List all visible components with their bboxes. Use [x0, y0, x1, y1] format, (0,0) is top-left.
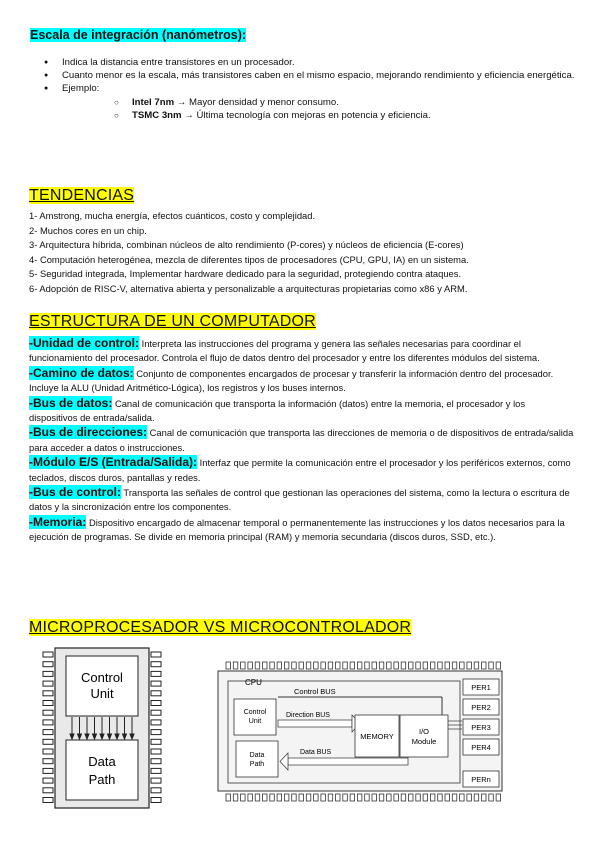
chip-pin	[151, 691, 161, 696]
integration-title: Escala de integración (nanómetros):	[30, 28, 247, 42]
list-item: 3- Arquitectura híbrida, combinan núcleos de alto rendimiento (P-cores) y núcleos de eficiencia (E-cores)	[29, 239, 464, 251]
list-item: -Unidad de control: Interpreta las instrucciones del programa y genera las señales necesarias para coordinar el funcionamiento del procesador. Controla el flujo de datos dentro del procesador y entre los diferentes módulos del sistema.	[29, 336, 540, 364]
list-item: ● Cuanto menor es la escala, más transistores caben en el mismo espacio, mejorando rendimiento y eficiencia energética.	[30, 69, 582, 82]
chip-pin	[241, 662, 246, 669]
chip-pin	[233, 794, 238, 801]
examples-list	[62, 96, 582, 122]
chip-pin	[43, 681, 53, 686]
svg-text:Unit: Unit	[248, 718, 262, 725]
chip-pin	[151, 759, 161, 764]
chip-pin	[379, 794, 384, 801]
svg-text:I/O: I/O	[418, 727, 430, 736]
estructura-title: ESTRUCTURA DE UN COMPUTADOR	[29, 313, 316, 330]
chip-pin	[482, 662, 487, 669]
chip-pin	[460, 662, 465, 669]
tendencias-title: TENDENCIAS	[29, 187, 135, 204]
chip-pin	[255, 794, 260, 801]
chip-pin	[496, 662, 501, 669]
chip-pin	[496, 794, 501, 801]
chip-pin	[43, 710, 53, 715]
tendencias-list	[29, 209, 589, 297]
chip-pin	[372, 794, 377, 801]
chip-pin	[277, 662, 282, 669]
chip-pin	[438, 662, 443, 669]
chip-pin	[151, 701, 161, 706]
chip-pin	[387, 794, 392, 801]
chip-pin	[474, 662, 479, 669]
chip-pin	[263, 662, 268, 669]
chip-pin	[321, 662, 326, 669]
chip-pin	[151, 798, 161, 803]
chip-pin	[248, 662, 253, 669]
chip-pin	[151, 652, 161, 657]
chip-pin	[489, 794, 494, 801]
data-path-label: Path	[88, 772, 116, 787]
chip-pin	[401, 662, 406, 669]
chip-pin	[357, 662, 362, 669]
chip-pin	[277, 794, 282, 801]
chip-pin	[241, 794, 246, 801]
chip-pin	[409, 794, 414, 801]
microcontroller-diagram	[214, 659, 506, 804]
chip-pin	[460, 794, 465, 801]
data-bus-label: Data BUS	[300, 749, 332, 756]
control-unit-label: Control	[81, 670, 123, 685]
chip-pin	[43, 788, 53, 793]
svg-text:Control: Control	[243, 709, 267, 716]
chip-pin	[438, 794, 443, 801]
chip-pin	[151, 671, 161, 676]
list-item: 1- Amstrong, mucha energía, efectos cuánticos, costo y complejidad.	[29, 210, 316, 221]
chip-pin	[284, 794, 289, 801]
direction-bus-label: Direction BUS	[286, 712, 330, 719]
peripheral-label: PERn	[471, 775, 491, 784]
chip-pin	[452, 794, 457, 801]
chip-pin	[263, 794, 268, 801]
chip-pin	[314, 662, 319, 669]
chip-pin	[233, 662, 238, 669]
chip-pin	[365, 794, 370, 801]
chip-pin	[306, 662, 311, 669]
chip-pin	[430, 662, 435, 669]
chip-pin	[284, 662, 289, 669]
list-item: -Camino de datos: Conjunto de componentes encargados de procesar y transferir la información dentro del procesador. Incluye la ALU (Unidad Aritmético-Lógica), los registros y los buses internos.	[29, 365, 554, 394]
chip-pin	[43, 739, 53, 744]
chip-pin	[226, 794, 231, 801]
chip-pin	[248, 794, 253, 801]
chip-pin	[270, 794, 275, 801]
peripheral-label: PER2	[471, 703, 491, 712]
micro-title: MICROPROCESADOR VS MICROCONTROLADOR	[29, 619, 412, 636]
chip-pin	[292, 662, 297, 669]
list-item: ● Ejemplo: ○ Intel 7nm → Mayor densidad y menor consumo. ○ TSMC 3nm → Última tecnología con mejoras en potencia y eficiencia.	[30, 82, 582, 122]
chip-pin	[43, 768, 53, 773]
list-item: 6- Adopción de RISC-V, alternativa abierta y personalizable a arquitecturas propietarias como x86 y ARM.	[29, 282, 468, 294]
svg-text:Module: Module	[411, 737, 437, 746]
chip-pin	[343, 662, 348, 669]
data-path-box	[66, 740, 138, 800]
chip-pin	[474, 794, 479, 801]
chip-pin	[387, 662, 392, 669]
chip-pin	[314, 794, 319, 801]
chip-pin	[151, 788, 161, 793]
chip-pin	[328, 662, 333, 669]
chip-pin	[151, 768, 161, 773]
chip-pin	[43, 652, 53, 657]
chip-pin	[151, 730, 161, 735]
chip-pin	[365, 662, 370, 669]
io-module-box	[400, 715, 448, 757]
chip-pin	[357, 794, 362, 801]
control-unit-label: Unit	[90, 686, 114, 701]
chip-pin	[292, 794, 297, 801]
integration-bullets	[30, 56, 582, 122]
chip-pin	[343, 794, 348, 801]
chip-pin	[416, 662, 421, 669]
peripheral-label: PER1	[471, 683, 491, 692]
chip-pin	[43, 701, 53, 706]
chip-pin	[151, 662, 161, 667]
chip-pin	[270, 662, 275, 669]
chip-pin	[226, 662, 231, 669]
peripheral-label: PER3	[471, 723, 491, 732]
chip-pin	[350, 794, 355, 801]
chip-pin	[299, 794, 304, 801]
chip-pin	[445, 794, 450, 801]
chip-pin	[151, 681, 161, 686]
list-item: -Bus de direcciones: Canal de comunicación que transporta las direcciones de memoria o de dispositivos de entrada/salida para acceder a datos o instrucciones.	[29, 425, 574, 453]
list-item: -Módulo E/S (Entrada/Salida): Interfaz que permite la comunicación entre el procesador y los periféricos externos, como teclados, discos duros, pantallas y redes.	[29, 455, 571, 483]
chip-pin	[151, 710, 161, 715]
chip-pin	[445, 662, 450, 669]
list-item: -Bus de datos: Canal de comunicación que transporta la información (datos) entre la memoria, el procesador y los dispositivos de entrada/salida.	[29, 395, 526, 424]
mcu-control-unit	[234, 699, 276, 735]
chip-pin	[336, 662, 341, 669]
list-item: ○ Intel 7nm → Mayor densidad y menor consumo.	[62, 96, 592, 109]
chip-pin	[151, 720, 161, 725]
chip-pin	[43, 759, 53, 764]
chip-pin	[416, 794, 421, 801]
chip-pin	[43, 662, 53, 667]
chip-pin	[43, 671, 53, 676]
list-item: 2- Muchos cores en un chip.	[29, 224, 147, 236]
chip-pin	[43, 720, 53, 725]
svg-text:Data: Data	[249, 752, 265, 759]
chip-pin	[328, 794, 333, 801]
chip-pin	[43, 749, 53, 754]
chip-pin	[151, 749, 161, 754]
chip-pin	[350, 662, 355, 669]
chip-pin	[43, 691, 53, 696]
chip-pin	[336, 794, 341, 801]
chip-pin	[43, 778, 53, 783]
chip-pin	[467, 794, 472, 801]
chip-pin	[423, 662, 428, 669]
chip-pin	[401, 794, 406, 801]
chip-pin	[379, 662, 384, 669]
chip-pin	[255, 662, 260, 669]
svg-text:MEMORY: MEMORY	[360, 732, 394, 741]
chip-pin	[321, 794, 326, 801]
list-item: ● Indica la distancia entre transistores en un procesador.	[30, 56, 582, 69]
peripheral-label: PER4	[471, 743, 491, 752]
chip-pin	[43, 798, 53, 803]
chip-pin	[43, 730, 53, 735]
chip-pin	[423, 794, 428, 801]
list-item: ○ TSMC 3nm → Última tecnología con mejoras en potencia y eficiencia.	[62, 109, 592, 122]
estructura-list	[29, 336, 574, 545]
chip-pin	[306, 794, 311, 801]
list-item: -Bus de control: Transporta las señales de control que gestionan las operaciones del sistema, como la lectura o escritura de datos y la sincronización entre los componentes.	[29, 485, 570, 513]
cpu-label: CPU	[245, 678, 262, 687]
control-bus-label: Control BUS	[294, 687, 336, 696]
chip-pin	[409, 662, 414, 669]
data-path-label: Data	[88, 754, 116, 769]
chip-pin	[151, 739, 161, 744]
list-item: 4- Computación heterogénea, mezcla de diferentes tipos de procesadores (CPU, GPU, IA) en un sistema.	[29, 253, 469, 265]
chip-pin	[372, 662, 377, 669]
mcu-data-path	[236, 741, 278, 777]
list-item: 5- Seguridad integrada, Implementar hardware dedicado para la seguridad, protegiendo contra ataques.	[29, 268, 462, 280]
list-item: -Memoria: Dispositivo encargado de almacenar temporal o permanentemente las instrucciones y los datos necesarios para la ejecución de programas. Se divide en memoria principal (RAM) y memoria secundaria (discos duros, SSD, etc.).	[29, 514, 565, 543]
chip-pin	[151, 778, 161, 783]
chip-pin	[394, 794, 399, 801]
microprocessor-diagram	[40, 644, 164, 812]
chip-pin	[452, 662, 457, 669]
chip-pin	[430, 794, 435, 801]
chip-pin	[467, 662, 472, 669]
chip-pin	[299, 662, 304, 669]
chip-pin	[489, 662, 494, 669]
chip-pin	[394, 662, 399, 669]
svg-text:Path: Path	[249, 761, 265, 768]
chip-pin	[482, 794, 487, 801]
